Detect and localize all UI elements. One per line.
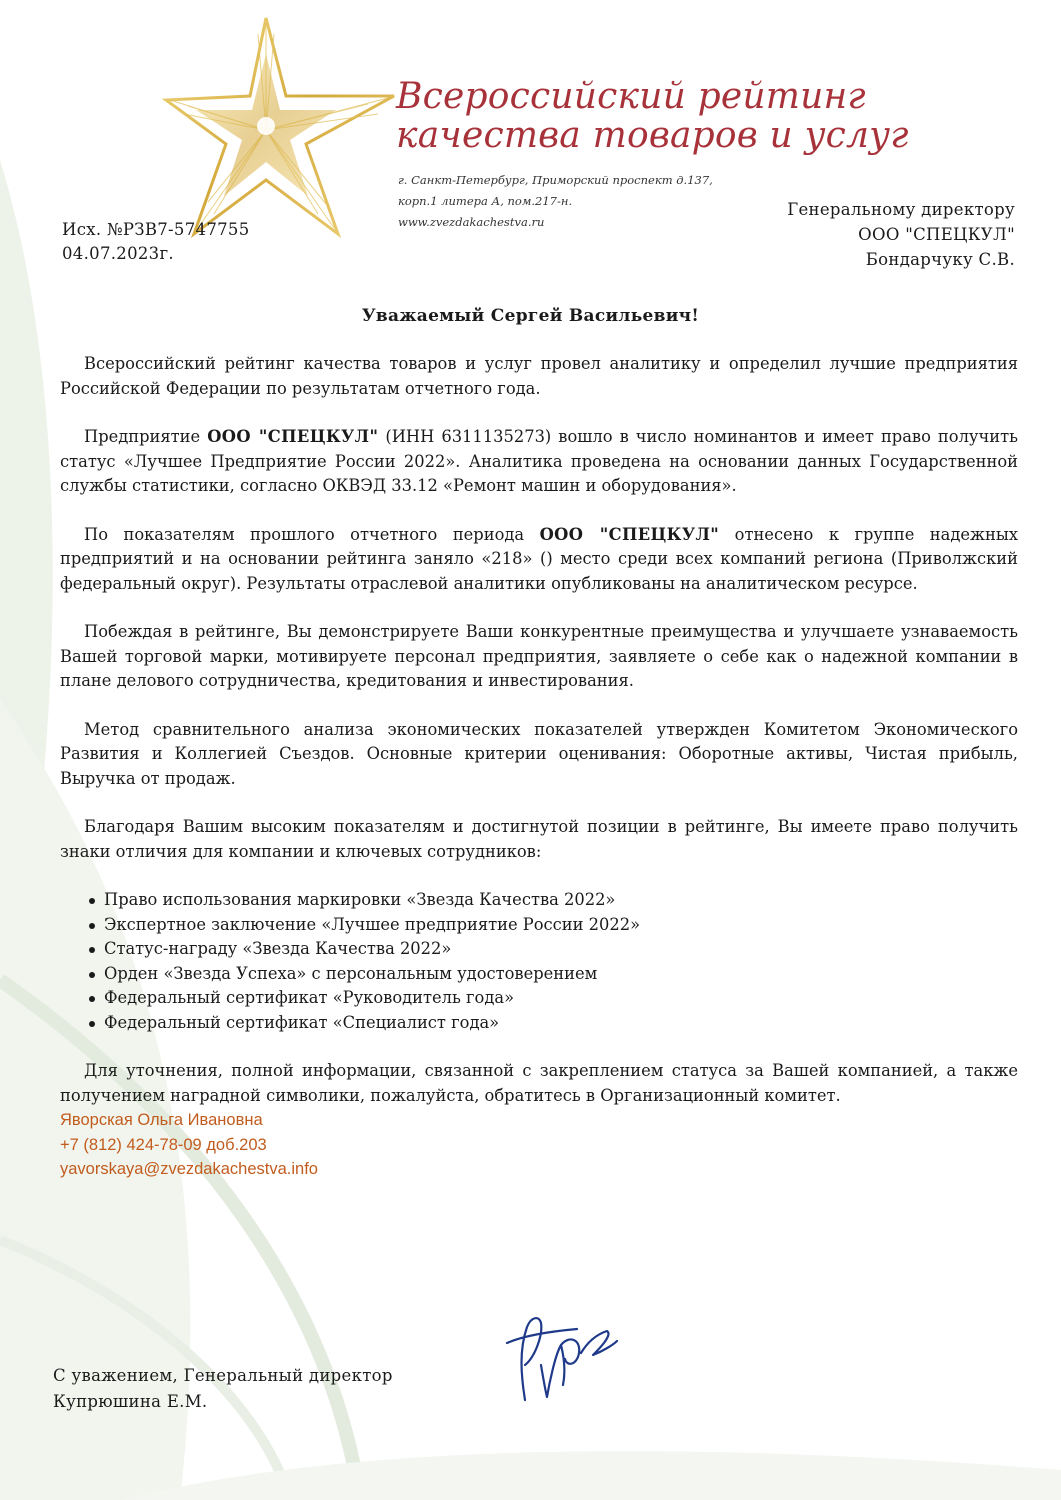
list-item: Федеральный сертификат «Специалист года»	[104, 1011, 1018, 1036]
list-item: Статус-награду «Звезда Качества 2022»	[104, 937, 1018, 962]
reference-number: Исх. №РЗВ7-5747755	[62, 220, 250, 239]
address-line2: корп.1 литера А, пом.217-н.	[398, 194, 573, 208]
letterhead-address	[398, 170, 713, 233]
signoff-block	[53, 1363, 393, 1415]
letter-body	[60, 352, 1018, 1182]
paragraph-nomination	[60, 425, 1018, 499]
paragraph-awards-intro: Благодаря Вашим высоким показателям и достигнутой позиции в рейтинге, Вы имеете право получить знаки отличия для компании и ключевых сотрудников:	[60, 817, 1018, 861]
signoff-title: С уважением, Генеральный директор	[53, 1366, 393, 1385]
star-logo-icon	[158, 14, 398, 239]
addressee-block	[787, 197, 1015, 272]
list-item: Право использования маркировки «Звезда Качества 2022»	[104, 888, 1018, 913]
paragraph-text: Предприятие	[84, 427, 208, 446]
paragraph-text: отнесено к группе надежных предприятий и на основании рейтинга заняло «218» () место среди всех компаний региона (Приволжский федеральный округ). Результаты отраслевой аналитики опубликованы на аналитическом ресурсе.	[60, 524, 1018, 593]
company-name: ООО "СПЕЦКУЛ"	[539, 524, 720, 544]
paragraph-text: По показателям прошлого отчетного периода	[84, 524, 540, 544]
paragraph-method: Метод сравнительного анализа экономических показателей утвержден Комитетом Экономического Развития и Коллегией Съездов. Основные критерии оценивания: Оборотные активы, Чистая прибыль, Выручка от продаж.	[60, 719, 1018, 788]
website-link[interactable]: www.zvezdakachestva.ru	[398, 215, 545, 229]
reference-date: 04.07.2023г.	[62, 244, 174, 263]
list-item: Федеральный сертификат «Руководитель года»	[104, 986, 1018, 1011]
list-item: Экспертное заключение «Лучшее предприятие России 2022»	[104, 913, 1018, 938]
address-line1: г. Санкт-Петербург, Приморский проспект д.137,	[398, 173, 713, 187]
addressee-name: Бондарчуку С.В.	[865, 250, 1015, 269]
contact-name: Яворская Ольга Ивановна	[60, 1111, 263, 1129]
contact-phone[interactable]: +7 (812) 424-78-09 доб.203	[60, 1135, 267, 1154]
signoff-name: Купрюшина Е.М.	[53, 1392, 208, 1411]
list-item: Орден «Звезда Успеха» с персональным удостоверением	[104, 962, 1018, 987]
paragraph-text: (ИНН 6311135273) вошло в число номинантов и имеет право получить статус «Лучшее Предприятие России 2022». Аналитика проведена на основании данных Государственной службы статистики, согласно ОКВЭД 33.12 «Ремонт машин и оборудования».	[60, 427, 1018, 495]
salutation: Уважаемый Сергей Васильевич!	[361, 306, 700, 326]
paragraph-contact-request: Для уточнения, полной информации, связанной с закреплением статуса за Вашей компанией, а также получением наградной символики, пожалуйста, обратитесь в Организационный комитет.	[60, 1061, 1018, 1105]
awards-list	[60, 888, 1018, 1035]
paragraph-intro: Всероссийский рейтинг качества товаров и услуг провел аналитику и определил лучшие предприятия Российской Федерации по результатам отчетного года.	[60, 354, 1018, 398]
paragraph-benefits: Побеждая в рейтинге, Вы демонстрируете Ваши конкурентные преимущества и улучшаете узнаваемость Вашей торговой марки, мотивируете персонал предприятия, заявляете о себе как о надежной компании в плане делового сотрудничества, кредитования и инвестирования.	[60, 622, 1018, 690]
brand-name-line1: Всероссийский рейтинг	[396, 76, 866, 117]
addressee-company: ООО "СПЕЦКУЛ"	[858, 225, 1015, 244]
contact-email[interactable]: yavorskaya@zvezdakachestva.info	[60, 1160, 318, 1178]
paragraph-ranking	[60, 523, 1018, 597]
company-name: ООО "СПЕЦКУЛ"	[207, 427, 379, 446]
signature-image	[495, 1305, 625, 1410]
brand-name-line2: качества товаров и услуг	[396, 115, 909, 156]
outgoing-reference	[62, 218, 250, 266]
addressee-title: Генеральному директору	[787, 200, 1015, 219]
contact-block	[60, 1108, 1018, 1182]
